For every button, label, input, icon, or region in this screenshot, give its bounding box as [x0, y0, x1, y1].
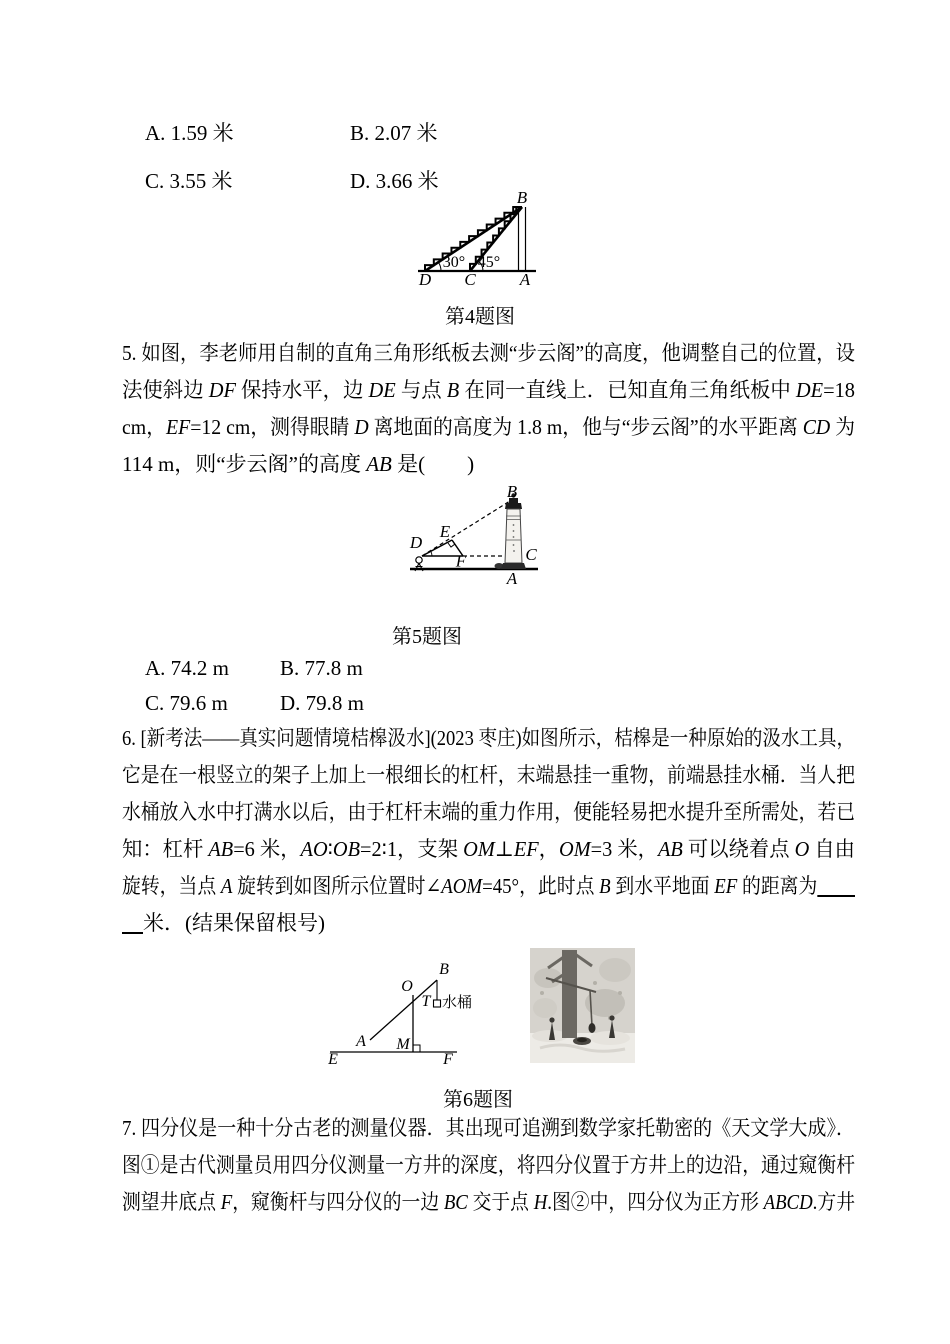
point-label-o: O: [401, 978, 413, 995]
text-line: 6. [新考法——真实问题情境桔槔汲水](2023 枣庄)如图所示，桔槔是一种原始的汲水工具，: [122, 726, 855, 750]
bucket-label: 水桶: [442, 995, 473, 1011]
point-label-c: C: [464, 270, 476, 289]
photo-person-right-head: [609, 1015, 614, 1020]
tower-body: [505, 509, 522, 563]
point-label-e: E: [439, 522, 451, 541]
angle-arc-d: [438, 262, 441, 271]
figure-q5-tower: [400, 485, 550, 590]
sight-line-db-dashed: [422, 501, 510, 556]
text-line: 114 m，则“步云阁”的高度 AB 是( ): [122, 452, 475, 476]
angle-label-30: 30°: [442, 254, 466, 271]
photo-speckle: [540, 991, 544, 995]
point-label-t: T: [421, 993, 431, 1010]
figure-q4-stairs: [415, 192, 545, 292]
right-angle-mark-m: [413, 1045, 420, 1052]
photo-tree-trunk: [562, 950, 577, 1038]
text-line: 5. 如图，李老师用自制的直角三角形纸板去测“步云阁”的高度，他调整自己的位置，设: [122, 341, 855, 365]
q4-option-c: C. 3.55 米: [145, 169, 233, 193]
q5-option-a: A. 74.2 m: [145, 656, 229, 680]
text-line: 米．(结果保留根号): [143, 911, 325, 935]
point-label-d: D: [418, 270, 432, 289]
text-line: 法使斜边 DF 保持水平，边 DE 与点 B 在同一直线上．已知直角三角纸板中 DE=18: [122, 378, 855, 402]
text-line: cm，EF=12 cm，测得眼睛 D 离地面的高度为 1.8 m，他与“步云阁”的水平距离 CD 为: [122, 415, 855, 439]
point-label-a: A: [519, 270, 531, 289]
q4-option-b: B. 2.07 米: [350, 121, 438, 145]
text-line: 旋转，当点 A 旋转到如图所示位置时∠AOM=45°，此时点 B 到水平地面 EF 的距离为: [122, 874, 818, 898]
figure-q6-caption: 第6题图: [443, 1089, 513, 1111]
figure-q6-lever: [325, 960, 480, 1065]
photo-texture: [599, 958, 631, 982]
q5-option-b: B. 77.8 m: [280, 656, 363, 680]
question-6-text: [122, 720, 855, 942]
photo-texture: [533, 998, 557, 1018]
figure-q4-caption: 第4题图: [445, 306, 515, 328]
point-label-f: F: [443, 1051, 453, 1065]
tower-window: [513, 530, 515, 532]
text-line: 测望井底点 F，窥衡杆与四分仪的一边 BC 交于点 H.图②中，四分仪为正方形 ABCD.方井: [122, 1190, 855, 1214]
point-label-a: A: [356, 1033, 366, 1050]
point-label-c: C: [525, 545, 537, 564]
tower-window: [513, 550, 515, 552]
text-line: 图①是古代测量员用四分仪测量一方井的深度，将四分仪置于方井上的边沿，通过窥衡杆: [122, 1153, 855, 1177]
photo-speckle: [618, 991, 622, 995]
photo-person-left-head: [549, 1017, 554, 1022]
escalator-line-db: [425, 207, 522, 271]
text-line: 7. 四分仪是一种十分古老的测量仪器．其出现可追溯到数学家托勒密的《天文学大成》．: [122, 1116, 855, 1140]
point-label-a: A: [506, 569, 518, 588]
photo-speckle: [593, 981, 597, 985]
text-line: 知：杠杆 AB=6 米，AO∶OB=2∶1，支架 OM⊥EF，OM=3 米，AB 可以绕着点 O 自由: [122, 837, 855, 861]
angle-label-45: 45°: [477, 254, 501, 271]
q4-option-d: D. 3.66 米: [350, 169, 439, 193]
q5-option-c: C. 79.6 m: [145, 691, 228, 715]
tower-window: [513, 544, 515, 546]
q5-option-d: D. 79.8 m: [280, 691, 364, 715]
question-7-text: [122, 1110, 855, 1221]
q4-option-a: A. 1.59 米: [145, 121, 234, 145]
figure-q5-caption: 第5题图: [392, 626, 462, 648]
point-label-b: B: [516, 192, 528, 207]
point-label-f: F: [455, 551, 467, 571]
text-line: 水桶放入水中打满水以后，由于杠杆末端的重力作用，便能轻易把水提升至所需处，若已: [122, 800, 855, 824]
point-label-b: B: [439, 961, 449, 978]
photo-well-hole: [577, 1038, 587, 1042]
photo-bucket: [589, 1023, 596, 1033]
text-line: 它是在一根竖立的架子上加上一根细长的杠杆，末端悬挂一重物，前端悬挂水桶．当人把: [122, 763, 855, 787]
person-head: [416, 557, 422, 563]
point-label-b: B: [506, 485, 518, 501]
question-5-text: [122, 335, 855, 483]
photo-shadoof: [530, 948, 635, 1063]
point-label-d: D: [409, 533, 423, 552]
tower-cap: [505, 503, 522, 509]
point-label-m: M: [396, 1036, 410, 1053]
bucket-icon: [434, 1000, 441, 1007]
tower-window: [513, 536, 515, 538]
point-label-e: E: [328, 1051, 338, 1065]
tower-window: [513, 524, 515, 526]
triangle-side-de: [422, 540, 452, 556]
